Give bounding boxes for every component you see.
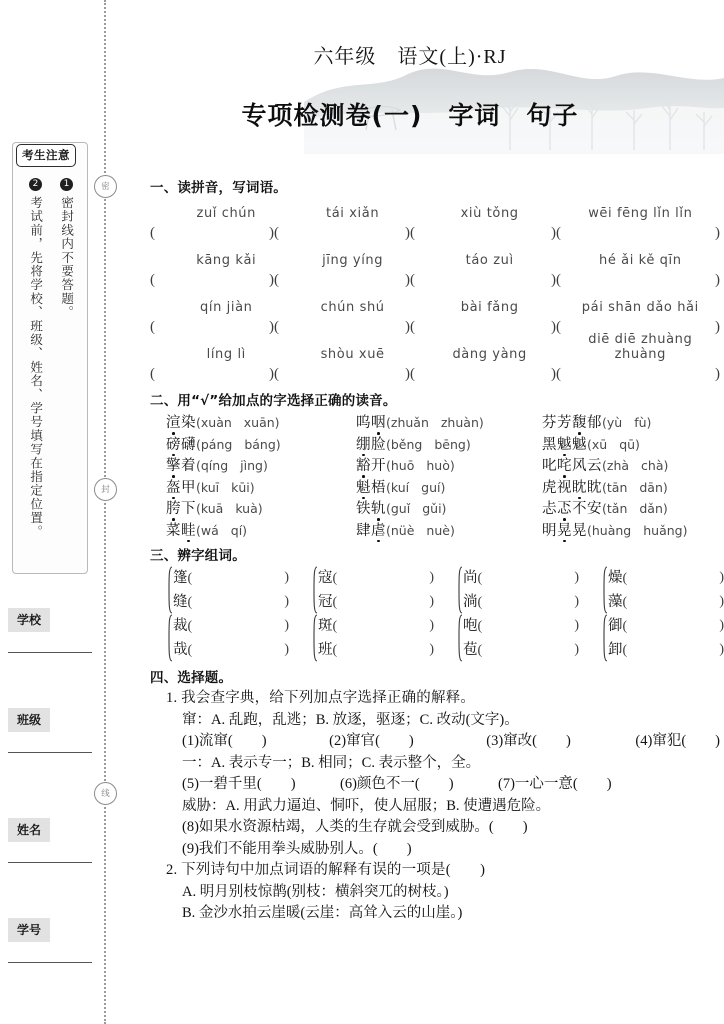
pronunciation-choice-item[interactable] <box>356 454 542 475</box>
character-blank[interactable]: 咆( ) <box>463 618 579 634</box>
pronunciation-options[interactable]: (yù fù) <box>602 415 652 430</box>
target-word: 虎视眈眈 <box>542 476 602 497</box>
pronunciation-choice-item[interactable] <box>166 454 356 475</box>
answer-blank[interactable]: ( ) <box>556 271 720 288</box>
field-write-line[interactable] <box>8 962 92 963</box>
target-word: 明晃晃 <box>542 519 587 540</box>
field-class <box>8 708 92 753</box>
brace-icon <box>166 566 173 614</box>
seal-mark-icon: 线 <box>94 782 117 805</box>
pronunciation-options[interactable]: (kuā kuà) <box>196 501 263 516</box>
answer-item[interactable]: (4)窜犯( ) <box>635 733 720 749</box>
pinyin-cell: bài fǎng <box>460 300 519 315</box>
character-pair-row <box>166 566 724 614</box>
target-word: 呜咽 <box>356 411 386 432</box>
character-blank[interactable]: 御( ) <box>608 618 724 634</box>
pronunciation-choice-item[interactable] <box>166 411 356 432</box>
target-word: 魁梧 <box>356 476 386 497</box>
answer-blank[interactable]: ( ) <box>410 365 556 382</box>
pinyin-cell: pái shān dǎo hǎi <box>581 300 699 315</box>
answer-item[interactable]: (7)一心一意( ) <box>498 776 612 792</box>
pronunciation-choice-item[interactable] <box>356 476 542 497</box>
seal-mark-icon: 封 <box>94 478 117 501</box>
question-1-definition: 威胁：A. 用武力逼迫、恫吓，使人屈服；B. 使遭遇危险。 <box>182 797 551 814</box>
character-pair-group <box>166 566 311 614</box>
pronunciation-choice-item[interactable] <box>166 497 356 518</box>
field-student-id <box>8 918 92 963</box>
character-blank[interactable]: 尚( ) <box>463 570 579 586</box>
left-margin-column <box>0 0 96 1024</box>
target-word: 肆虐 <box>356 519 386 540</box>
pinyin-cell: zuǐ chún <box>196 206 256 221</box>
pronunciation-choice-item[interactable] <box>356 411 542 432</box>
pinyin-cell: diē diē zhuàng zhuàng <box>588 332 693 362</box>
pronunciation-options[interactable]: (xuàn xuān) <box>196 415 280 430</box>
pinyin-cell: tái xiǎn <box>326 206 380 221</box>
section-3 <box>150 544 724 662</box>
worksheet-content <box>150 176 724 925</box>
answer-blank[interactable]: ( ) <box>410 224 556 241</box>
character-blank[interactable]: 卸( ) <box>608 642 724 658</box>
section-2 <box>150 389 720 540</box>
question-1-items-row <box>150 731 720 753</box>
brace-icon <box>601 614 608 662</box>
pronunciation-choice-item[interactable] <box>356 519 542 540</box>
answer-item[interactable]: (3)窜改( ) <box>486 733 571 749</box>
question-1-stem: 1. 我会查字典，给下列加点字选择正确的解释。 <box>166 690 476 706</box>
answer-blank[interactable]: ( ) <box>274 271 410 288</box>
paper-title-main: 专项检测卷(一) <box>241 101 423 130</box>
pronunciation-options[interactable]: (zhuǎn zhuàn) <box>386 415 484 430</box>
target-word: 绷脸 <box>356 433 386 454</box>
character-blank[interactable]: 苞( ) <box>463 642 579 658</box>
pronunciation-choice-item[interactable] <box>166 519 356 540</box>
section-2-title: 二、用“√”给加点的字选择正确的读音。 <box>150 393 397 409</box>
target-word: 忐忑不安 <box>542 497 602 518</box>
pronunciation-options[interactable]: (zhà chà) <box>602 458 669 473</box>
pinyin-row <box>150 198 720 221</box>
answer-blank[interactable]: ( ) <box>274 365 410 382</box>
field-name <box>8 818 92 863</box>
exam-notice-list <box>18 178 80 566</box>
target-word: 芬芳馥郁 <box>542 411 602 432</box>
seal-mark-icon: 密 <box>94 175 117 198</box>
target-word: 胯下 <box>166 497 196 518</box>
character-blank[interactable]: 缝( ) <box>173 594 289 610</box>
target-word: 豁开 <box>356 454 386 475</box>
notice-number: 1 <box>60 178 73 191</box>
answer-blank[interactable]: ( ) <box>556 224 720 241</box>
character-pair-row <box>166 614 724 662</box>
pronunciation-choice-row <box>166 454 720 476</box>
pronunciation-choice-item[interactable] <box>166 433 356 454</box>
paper-title <box>110 96 710 132</box>
pinyin-row <box>150 292 720 315</box>
character-blank[interactable]: 寇( ) <box>318 570 434 586</box>
pronunciation-choice-row <box>166 497 720 519</box>
answer-blank[interactable]: ( ) <box>150 271 274 288</box>
pronunciation-options[interactable]: (tān dān) <box>602 479 668 495</box>
brace-icon <box>311 614 318 662</box>
section-4 <box>150 666 720 925</box>
target-word: 菜畦 <box>166 519 196 540</box>
pronunciation-options[interactable]: (wá qí) <box>196 522 248 538</box>
answer-item[interactable]: (1)流窜( ) <box>182 733 267 749</box>
pinyin-cell: táo zuì <box>465 253 514 268</box>
notice-text: 考试前，先将学校、班级、姓名、学号填写在指定位置。 <box>28 196 43 539</box>
pronunciation-choice-item[interactable] <box>542 497 668 518</box>
brace-icon <box>311 566 318 614</box>
section-1 <box>150 176 720 386</box>
answer-blank[interactable]: ( ) <box>274 224 410 241</box>
character-blank[interactable]: 裁( ) <box>173 618 289 634</box>
paper-title-sub2: 句子 <box>526 101 579 130</box>
answer-blank[interactable]: ( ) <box>556 365 720 382</box>
section-4-title: 四、选择题。 <box>150 670 233 686</box>
notice-item <box>22 178 49 566</box>
character-pair-group <box>456 566 601 614</box>
pinyin-cell: xiù tǒng <box>460 206 519 221</box>
notice-item <box>53 178 80 566</box>
pinyin-cell: hé ǎi kě qīn <box>599 253 682 268</box>
question-2-stem: 2. 下列诗句中加点词语的解释有误的一项是( ) <box>166 862 486 878</box>
pinyin-cell: shòu xuē <box>320 347 385 362</box>
answer-blank[interactable]: ( ) <box>274 318 410 335</box>
answer-item[interactable]: (2)窜官( ) <box>329 733 414 749</box>
character-blank[interactable]: 篷( ) <box>173 570 289 586</box>
brace-icon <box>601 566 608 614</box>
field-label: 学校 <box>8 608 50 632</box>
field-label: 学号 <box>8 918 50 942</box>
answer-row <box>150 221 720 245</box>
pronunciation-choice-row <box>166 433 720 455</box>
pronunciation-options[interactable]: (huō huò) <box>386 458 455 473</box>
pronunciation-choice-item[interactable] <box>356 497 542 518</box>
character-blank[interactable]: 冠( ) <box>318 594 434 610</box>
target-word: 黑魆魆 <box>542 433 587 454</box>
notice-number: 2 <box>29 178 42 191</box>
character-blank[interactable]: 哉( ) <box>173 642 289 658</box>
pinyin-cell: chún shú <box>320 300 385 315</box>
pronunciation-choice-item[interactable] <box>356 433 542 454</box>
field-label: 姓名 <box>8 818 50 842</box>
answer-blank[interactable]: ( ) <box>150 318 274 335</box>
answer-item[interactable]: (9)我们不能用拳头威胁别人。( ) <box>182 840 412 857</box>
target-word: 磅礴 <box>166 433 196 454</box>
character-blank[interactable]: 燥( ) <box>608 570 724 586</box>
pronunciation-choice-row <box>166 519 720 541</box>
pronunciation-choice-item[interactable] <box>542 454 668 475</box>
pronunciation-choice-item[interactable] <box>542 519 688 540</box>
field-write-line[interactable] <box>8 862 92 863</box>
question-2-option[interactable]: B. 金沙水拍云崖暖(云崖：高耸入云的山崖。) <box>182 905 463 921</box>
pinyin-row <box>150 245 720 268</box>
target-word: 叱咤风云 <box>542 454 602 475</box>
question-1-items-row <box>150 774 720 796</box>
pinyin-cell: kāng kǎi <box>196 253 257 268</box>
exam-notice-title: 考生注意 <box>16 144 76 167</box>
field-label: 班级 <box>8 708 50 732</box>
question-2-option[interactable]: A. 明月别枝惊鹊(别枝：横斜突兀的树枝。) <box>182 883 449 900</box>
pronunciation-choice-grid <box>150 411 720 540</box>
character-blank[interactable]: 藻( ) <box>608 594 724 610</box>
character-pair-group <box>456 614 601 662</box>
seal-dotted-line <box>104 0 106 1024</box>
pronunciation-choice-row <box>166 476 720 498</box>
character-blank[interactable]: 班( ) <box>318 642 434 658</box>
pronunciation-choice-item[interactable] <box>542 476 668 497</box>
character-pair-grid <box>150 566 724 662</box>
notice-text: 密封线内不要答题。 <box>59 196 74 320</box>
answer-blank[interactable]: ( ) <box>556 318 720 335</box>
answer-row <box>150 268 720 292</box>
pronunciation-options[interactable]: (nüè nuè) <box>386 522 455 538</box>
character-pair-group <box>601 614 724 662</box>
brace-icon <box>166 614 173 662</box>
pronunciation-choice-row <box>166 411 720 433</box>
question-1-definition: 一：A. 表示专一；B. 相同；C. 表示整个，全。 <box>182 754 481 771</box>
pronunciation-options[interactable]: (guǐ gǔi) <box>386 501 447 516</box>
target-word: 擎着 <box>166 454 196 475</box>
question-1-definition: 窜：A. 乱跑，乱逃；B. 放逐，驱逐；C. 改动(文字)。 <box>182 711 519 728</box>
pinyin-cell: líng lì <box>206 347 246 362</box>
grade-subject-line: 六年级 语文(上)·RJ <box>313 46 507 68</box>
target-word: 铁轨 <box>356 497 386 518</box>
character-blank[interactable]: 斑( ) <box>318 618 434 634</box>
character-pair-group <box>601 566 724 614</box>
character-blank[interactable]: 淌( ) <box>463 594 579 610</box>
pronunciation-options[interactable]: (qíng jìng) <box>196 458 268 473</box>
pronunciation-options[interactable]: (kuī kūi) <box>196 479 255 495</box>
pinyin-cell: dàng yàng <box>452 347 527 362</box>
field-school <box>8 608 92 653</box>
answer-blank[interactable]: ( ) <box>150 224 274 241</box>
answer-item[interactable]: (5)一碧千里( ) <box>182 776 296 792</box>
field-write-line[interactable] <box>8 752 92 753</box>
brace-icon <box>456 566 463 614</box>
field-write-line[interactable] <box>8 652 92 653</box>
pinyin-cell: qín jiàn <box>200 300 253 315</box>
character-pair-group <box>311 566 456 614</box>
character-pair-group <box>166 614 311 662</box>
answer-item[interactable]: (6)颜色不一( ) <box>340 776 454 792</box>
character-pair-group <box>311 614 456 662</box>
pronunciation-options[interactable]: (páng báng) <box>196 436 281 452</box>
paper-title-sub1: 字词 <box>448 101 501 130</box>
pinyin-row <box>150 332 720 362</box>
pronunciation-options[interactable]: (tǎn dǎn) <box>602 501 668 516</box>
pronunciation-choice-item[interactable] <box>542 411 651 432</box>
pinyin-cell: jīng yíng <box>322 253 384 268</box>
answer-row <box>150 362 720 386</box>
answer-blank[interactable]: ( ) <box>410 318 556 335</box>
section-1-title: 一、读拼音，写词语。 <box>150 180 287 196</box>
brace-icon <box>456 614 463 662</box>
pinyin-cell: wēi fēng lǐn lǐn <box>588 206 693 221</box>
pronunciation-options[interactable]: (huàng huǎng) <box>587 522 688 538</box>
pronunciation-options[interactable]: (kuí guí) <box>386 479 446 495</box>
pronunciation-choice-item[interactable] <box>542 433 640 454</box>
pronunciation-options[interactable]: (xū qū) <box>587 436 640 452</box>
pronunciation-choice-item[interactable] <box>166 476 356 497</box>
target-word: 盔甲 <box>166 476 196 497</box>
page-header <box>110 0 724 175</box>
section-3-title: 三、辨字组词。 <box>150 548 246 564</box>
answer-blank[interactable]: ( ) <box>150 365 274 382</box>
answer-item[interactable]: (8)如果水资源枯竭，人类的生存就会受到威胁。( ) <box>182 819 528 835</box>
target-word: 渲染 <box>166 411 196 432</box>
pronunciation-options[interactable]: (běng bēng) <box>386 436 471 452</box>
answer-blank[interactable]: ( ) <box>410 271 556 288</box>
